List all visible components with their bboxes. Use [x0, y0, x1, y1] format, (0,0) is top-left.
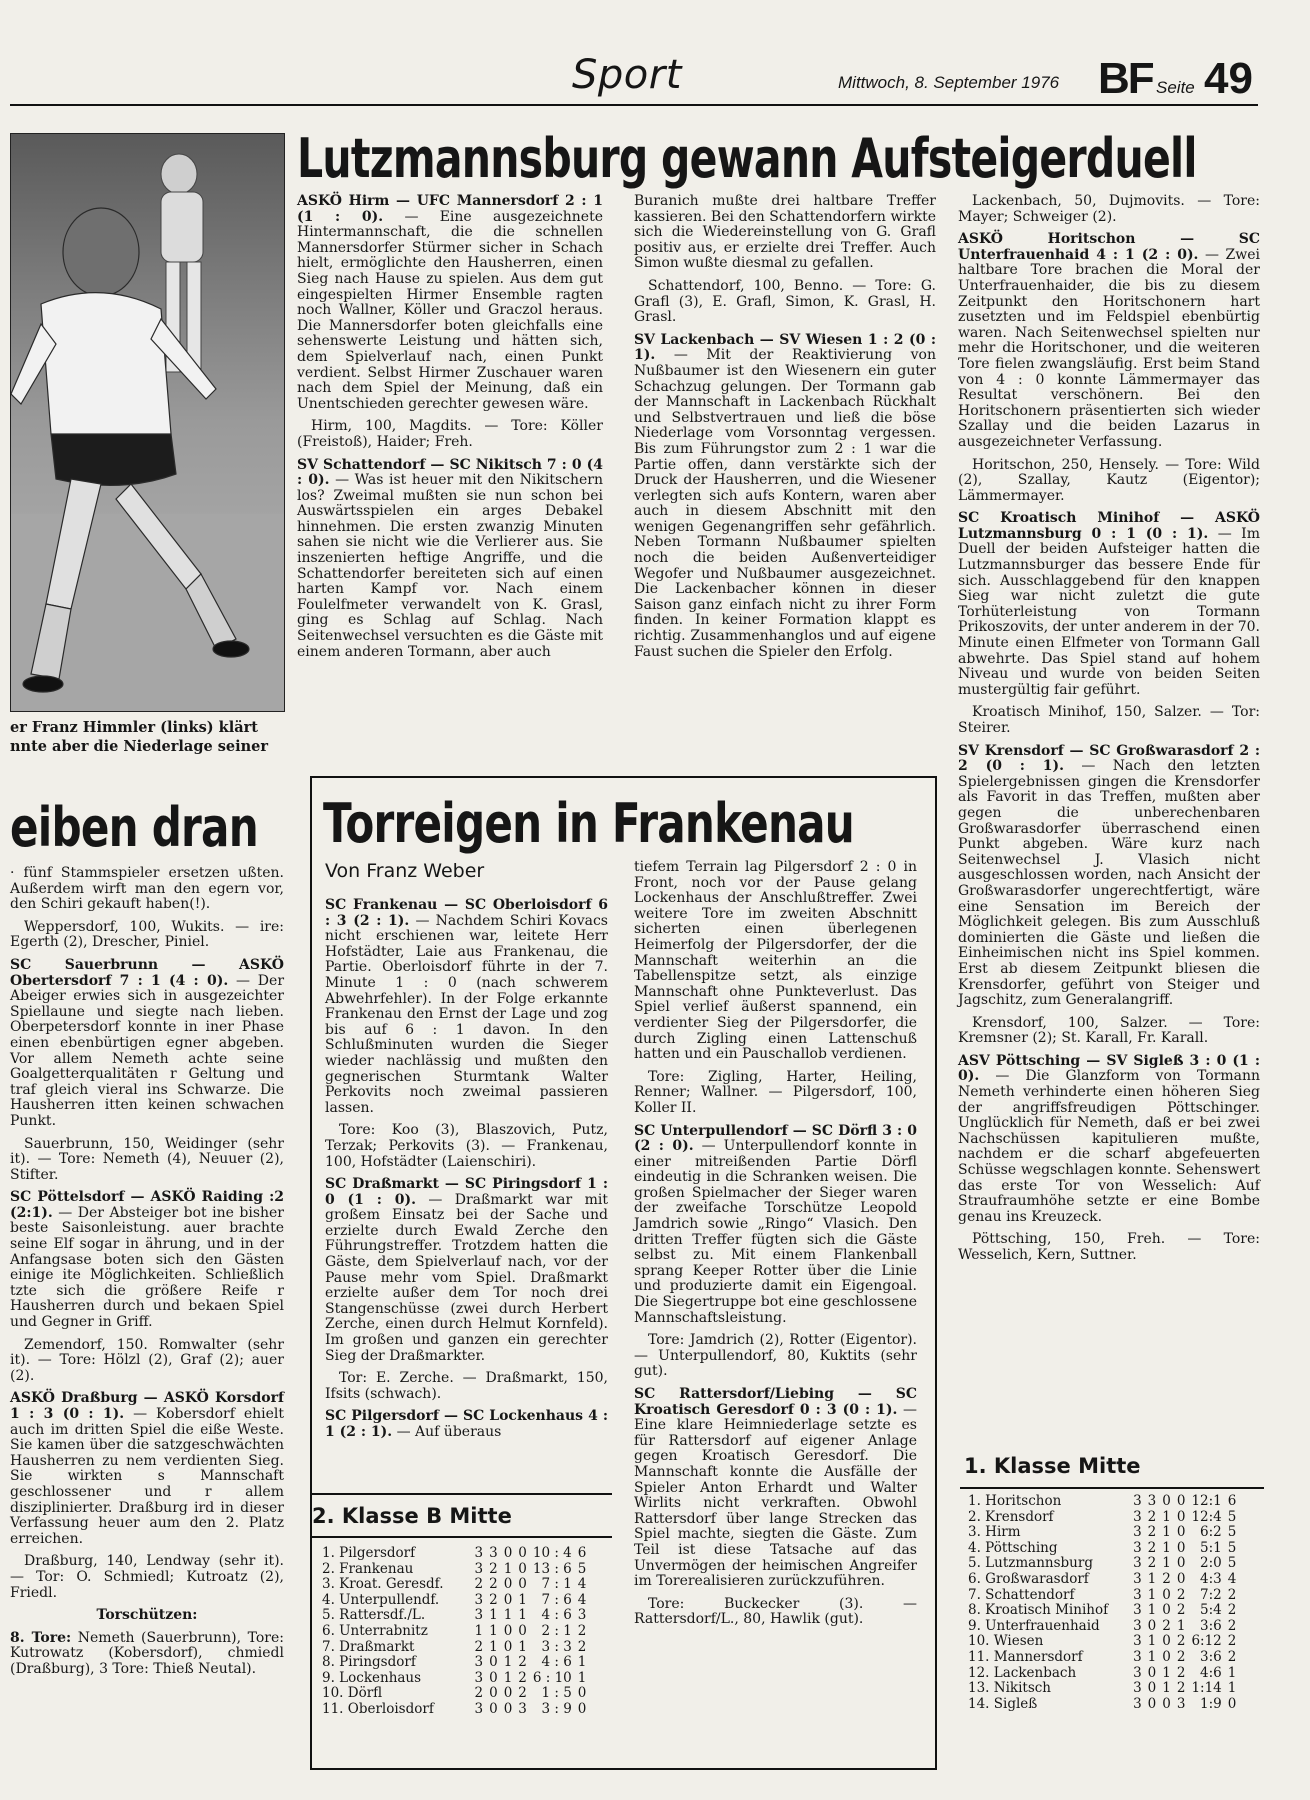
paragraph [958, 511, 1260, 698]
table-row [320, 1593, 589, 1609]
author-byline: Von Franz Weber [325, 860, 485, 882]
team-cell: 6. Unterrabnitz [322, 1622, 428, 1639]
stat-cell: 2 [1176, 1664, 1186, 1681]
team-cell: 9. Lockenhaus [322, 1669, 422, 1686]
stat-cell: 0 [1147, 1695, 1157, 1712]
stat-cell: 1 [1162, 1539, 1171, 1556]
article-column-2 [634, 194, 936, 667]
stat-cell: 3 [1133, 1570, 1142, 1587]
match-heading: ASKÖ Draßburg — ASKÖ Korsdorf 1 : 3 (0 : 1). [10, 1390, 284, 1422]
team-cell: 1. Pilgersdorf [322, 1545, 416, 1561]
stat-cell: 1 [1227, 1680, 1237, 1697]
table-row [966, 1697, 1239, 1713]
match-result-line: Weppersdorf, 100, Wukits. — ire: Egerth (2), Drescher, Piniel. [10, 918, 284, 951]
stat-cell: 0 [489, 1700, 498, 1717]
stat-cell: 5:4 [1200, 1602, 1222, 1619]
stat-cell: 3 [1147, 1493, 1157, 1509]
stat-cell: 3 [1133, 1555, 1142, 1572]
table-row [320, 1546, 589, 1562]
stat-cell: 2 [577, 1622, 587, 1639]
stat-cell: 4:3 [1200, 1570, 1222, 1587]
team-cell: 10. Dörfl [322, 1685, 383, 1702]
team-cell: 8. Piringsdorf [322, 1654, 416, 1671]
stat-cell: 3 [1133, 1664, 1142, 1681]
stat-cell: 5 [1227, 1555, 1237, 1572]
match-heading: SC Draßmarkt — SC Piringsdorf 1 : 0 (1 : 0). [325, 1176, 608, 1208]
table-b-title: 2. Klasse B Mitte [312, 1504, 512, 1528]
paragraph [634, 194, 936, 272]
issue-date: Mittwoch, 8. September 1976 [838, 73, 1060, 92]
team-cell: 8. Kroatisch Minihof [968, 1602, 1109, 1619]
paragraph-text: — Im Duell der beiden Aufsteiger hatten die Lutzmannsburger das bessere Ende für sich. Ausschlaggebend für den knappen Sieg war nicht zuletzt die gute Torhüterleistung von Tormann Prikoszovits, der unter anderem in der 70. Minute einen Elfmeter von Tormann Gall abwehrte. Das Spiel stand auf hohem Niveau und wurde von beiden Seiten mustergültig fair geführt. [958, 525, 1260, 698]
page-label: Seite [1156, 78, 1195, 97]
paragraph [297, 194, 603, 412]
paragraph-text: tiefem Terrain lag Pilgersdorf 2 : 0 in Front, noch vor der Pause gelang Lockenhaus der Anschlußtreffer. Zwei weitere Tore im zweiten Abschnitt sicherten einen überlegenen Heimerfolg der Pilgersdorfer, der die Mannschaft weiterhin an die Tabellenspitze setzt, als einzige Mannschaft ohne Punkteverlust. Das Spiel verlief äußerst spannend, ein verdienter Sieg der Pilgersdorfer, die durch Zigling einen Lattenschuß hatten und ein Pauschallob verdienen. [634, 859, 917, 1063]
stat-cell: 1 [1147, 1648, 1157, 1665]
stat-cell: 2 [1147, 1555, 1157, 1572]
paragraph [10, 1190, 284, 1330]
paragraph-text: — Unterpullendorf konnte in einer mitreißenden Partie Dörfl eindeutig in die Schranken weisen. Die großen Spielmacher der Sieger waren der zweifache Torschütze Leopold Jamdrich sowie „Ringo“ Vlasich. Den dritten Treffer fügten sich die Gäste selbst zu. Mit einem Flankenball sprang Keeper Rotter über die Linie und produzierte damit ein Eigengoal. Die Siegertruppe bot eine geschlossene Mannschaftsleistung. [634, 1138, 917, 1326]
table-row [966, 1572, 1239, 1588]
masthead-rule [10, 104, 1258, 106]
paragraph [10, 1631, 284, 1678]
paragraph [958, 744, 1260, 1009]
stat-cell: 0 [1162, 1633, 1171, 1650]
stat-cell: 1 [1162, 1508, 1171, 1525]
stat-cell: 1 [503, 1560, 513, 1577]
table-row [966, 1494, 1239, 1510]
paragraph [10, 866, 284, 913]
stat-cell: 7:2 [1200, 1586, 1222, 1603]
stat-cell: 1 [489, 1638, 498, 1655]
stat-cell: 1 [503, 1607, 513, 1624]
subheading: Torschützen: [96, 1607, 198, 1624]
stat-cell: 12:1 [1191, 1493, 1222, 1509]
stat-cell: 4 : 6 [541, 1607, 572, 1624]
table-1-title: 1. Klasse Mitte [964, 1454, 1141, 1478]
team-cell: 4. Pöttsching [968, 1539, 1058, 1556]
stat-cell: 0 [503, 1622, 513, 1639]
section-title: Sport [572, 52, 682, 98]
stat-cell: 3 [489, 1545, 498, 1561]
paragraph-text: — Der Abeiger erwies sich in ausgezeichter Spiellaune und siegte nach lieben. Oberpetersdorf konnte in iner Phase einen ebenbürtigen egner abgeben. Vor allem Nemeth achte seine Goalgetterqualitäten r Geltung und traf gleich vieral ins Schwarze. Die Hausherren itten keinen schwachen Punkt. [10, 972, 285, 1129]
stat-cell: 1 [1147, 1570, 1157, 1587]
standings-table-1 [966, 1494, 1239, 1712]
stat-cell: 5 [577, 1560, 587, 1577]
team-cell: 6. Großwarasdorf [968, 1570, 1089, 1587]
stat-cell: 2 [1176, 1602, 1186, 1619]
match-heading: ASKÖ Horitschon — SC Unterfrauenhaid 4 : 1 (2 : 0). [958, 231, 1260, 263]
table-row [320, 1640, 589, 1656]
stat-cell: 1 [1162, 1680, 1171, 1697]
stat-cell: 3 [1133, 1586, 1142, 1603]
stat-cell: 2 [1227, 1633, 1237, 1650]
match-heading: SC Rattersdorf/Liebing — SC Kroatisch Geresdorf 0 : 3 (0 : 1). [634, 1386, 917, 1418]
stat-cell: 4 [577, 1576, 587, 1593]
stat-cell: 2 [1176, 1680, 1186, 1697]
stat-cell: 1 [1147, 1586, 1157, 1603]
stat-cell: 2 : 1 [541, 1622, 572, 1639]
stat-cell: 2 [1227, 1617, 1237, 1634]
match-result-line: Kroatisch Minihof, 150, Salzer. — Tor: Steirer. [958, 704, 1260, 736]
stat-cell: 1 [489, 1607, 498, 1624]
stat-cell: 0 [503, 1700, 513, 1717]
stat-cell: 3 [1133, 1633, 1142, 1650]
stat-cell: 0 [1176, 1539, 1186, 1556]
stat-cell: 1 [1176, 1617, 1186, 1634]
box-column-2 [634, 860, 917, 1635]
stat-cell: 3 [577, 1607, 587, 1624]
paragraph [325, 1177, 608, 1364]
table-row [320, 1655, 589, 1671]
stat-cell: 0 [1227, 1695, 1237, 1712]
team-cell: 12. Lackenbach [968, 1664, 1077, 1681]
stat-cell: 2 [489, 1576, 498, 1593]
match-result-line: Tore: Koo (3), Blaszovich, Putz, Terzak; Perkovits (3). — Frankenau, 100, Hofstädter (Laienschiri). [325, 1122, 608, 1170]
stat-cell: 0 [577, 1685, 587, 1702]
stat-cell: 4:6 [1200, 1664, 1222, 1681]
stat-cell: 6 : 10 [532, 1669, 572, 1686]
stat-cell: 2 [474, 1685, 484, 1702]
table-row [320, 1608, 589, 1624]
stat-cell: 3 [474, 1669, 484, 1686]
stat-cell: 3 [1133, 1617, 1142, 1634]
article-column-left [10, 866, 284, 1685]
article-column-1 [297, 194, 603, 667]
paragraph [958, 1054, 1260, 1226]
team-cell: 11. Oberloisdorf [322, 1700, 434, 1717]
stat-cell: 2 [1176, 1586, 1186, 1603]
stat-cell: 2 [518, 1654, 527, 1671]
match-result-line: Draßburg, 140, Lendway (sehr it). — Tor: O. Schmiedl; Kutroatz (2), Friedl. [10, 1553, 284, 1601]
stat-cell: 0 [503, 1545, 513, 1561]
paragraph-text: — Eine ausgezeichnete Hintermannschaft, die die schnellen Mannersdorfer Stürmer sicher in Schach hielt, ermöglichte den Hausherren, einen Sieg nach Hause zu spielen. Aus dem gut eingespielten Hirmer Ensemble ragten noch Wallner, Köller und Graczol heraus. Die Mannersdorfer boten gleichfalls eine sehenswerte Leistung und hätten sich, dem Spielverlauf nach, einen Punkt verdient. Selbst Hirmer Zuschauer waren nach dem Spiel der Meinung, daß ein Unentschieden gerechter gewesen wäre. [297, 208, 603, 412]
stat-cell: 0 [577, 1700, 587, 1717]
paragraph [634, 333, 936, 660]
paragraph-text: — Nachdem Schiri Kovacs nicht erschienen war, leitete Herr Hofstädter, Laie aus Frankenau, die Partie. Oberloisdorf führte in der 7. Minute 1 : 0 (nach schwerem Abwehrfehler). In der Folge erkannte Frankenau den Ernst der Lage und zog bis auf 6 : 1 davon. In den Schlußminuten wurden die Sieger wieder nachlässig und mußten den gegnerischen Sturmtank Walter Perkovits noch zweimal passieren lassen. [325, 912, 608, 1116]
stat-cell: 0 [1162, 1695, 1171, 1712]
stat-cell: 1 [577, 1654, 587, 1671]
stat-cell: 6 [577, 1545, 587, 1561]
paragraph-text: — Die Glanzform von Tormann Nemeth verhinderte einen höheren Sieg der angriffsfreudigen Pöttschinger. Unglücklich für Nemeth, daß er bei zwei Nachschüssen kapitulieren mußte, nachdem er die scharf abgefeuerten Schüsse wegschlagen konnte. Sehenswert das erste Tor von Wesselich: Auf Straufraumhöhe setzte er eine Bombe genau ins Kreuzeck. [958, 1068, 1260, 1225]
stat-cell: 0 [518, 1622, 527, 1639]
paragraph [10, 1391, 284, 1547]
stat-cell: 2 [1227, 1648, 1237, 1665]
standings-table-b [320, 1546, 589, 1718]
match-heading: SC Unterpullendorf — SC Dörfl 3 : 0 (2 : 0). [634, 1122, 917, 1155]
match-heading: 8. Tore: [10, 1629, 72, 1646]
stat-cell: 3 : 9 [541, 1700, 572, 1717]
paragraph [10, 958, 284, 1130]
paragraph-text: — Der Absteiger bot ine bisher beste Saisonleistung. auer brachte seine Elf sogar in ährung, und in der Anfangsase boten sich den Gästen einige ite Möglichkeiten. Schließlich tzte sich die größere Reife r Hausherren durch und bekaen Spiel und Gegner in Griff. [10, 1204, 284, 1331]
stat-cell: 3 [1176, 1695, 1186, 1712]
stat-cell: 2 [1176, 1648, 1186, 1665]
page-number: 49 [1204, 54, 1253, 103]
paragraph [634, 860, 917, 1063]
match-heading: SV Krensdorf — SC Großwarasdorf 2 : 2 (0 : 1). [958, 742, 1260, 775]
paragraph-text: Nemeth (Sauerbrunn), Tore: Kutrowatz (Kobersdorf), chmiedl (Draßburg), 3 Tore: Thieß Neutal). [10, 1629, 284, 1677]
match-result-line: Sauerbrunn, 150, Weidinger (sehr it). — Tore: Nemeth (4), Neuuer (2), Stifter. [10, 1135, 284, 1183]
match-result-line: Pöttsching, 150, Freh. — Tore: Wesselich, Kern, Suttner. [958, 1231, 1260, 1263]
stat-cell: 3 : 3 [541, 1638, 572, 1655]
team-cell: 10. Wiesen [968, 1633, 1044, 1650]
match-result-line: Tor: E. Zerche. — Draßmarkt, 150, Ifsits (schwach). [325, 1370, 608, 1402]
team-cell: 1. Horitschon [968, 1493, 1062, 1509]
table-row [966, 1588, 1239, 1604]
table-row [320, 1702, 589, 1718]
stat-cell: 3 [1133, 1539, 1142, 1556]
stat-cell: 0 [503, 1576, 513, 1593]
stat-cell: 5:1 [1200, 1539, 1222, 1556]
table-row [966, 1556, 1239, 1572]
table-row [966, 1681, 1239, 1697]
table-row [320, 1562, 589, 1578]
team-cell: 5. Rattersdf./L. [322, 1607, 426, 1624]
stat-cell: 0 [1176, 1524, 1186, 1541]
stat-cell: 3 [474, 1654, 484, 1671]
team-cell: 7. Schattendorf [968, 1586, 1075, 1603]
stat-cell: 0 [503, 1638, 513, 1655]
article-column-3 [958, 194, 1260, 1271]
match-heading: ASKÖ Hirm — UFC Mannersdorf 2 : 1 (1 : 0). [297, 193, 603, 225]
stat-cell: 0 [518, 1560, 527, 1577]
table-row [966, 1541, 1239, 1557]
stat-cell: 2 [1162, 1570, 1171, 1587]
stat-cell: 1 : 5 [541, 1685, 572, 1702]
stat-cell: 3 [1133, 1680, 1142, 1697]
paragraph-text: — Zwei haltbare Tore brachen die Moral der Unterfrauenhaider, die bis zu diesem Zeitpunkt den Horitschonern hart zusetzten und im Feldspiel ebenbürtig waren. Nach Seitenwechsel spielten nur mehr die Horitschoner, und die weiteren Tore fielen zwangsläufig. Erst beim Stand von 4 : 0 konnte Lämmermayer das Resultat verschönern. Bei den Horitschonern präsentierten sich wieder Szallay und die beiden Lazarus in ausgezeichneter Verfassung. [958, 246, 1260, 450]
table-1-title-rule [960, 1487, 1264, 1489]
stat-cell: 2 [474, 1576, 484, 1593]
stat-cell: 2 [1162, 1617, 1171, 1634]
table-row [966, 1525, 1239, 1541]
stat-cell: 1 [577, 1669, 587, 1686]
stat-cell: 0 [489, 1669, 498, 1686]
paragraph-text: — Draßmarkt war mit großem Einsatz bei der Sache und erzielte durch Ewald Zerche den Führungstreffer. Trotzdem hatten die Gäste, dem Spielverlauf nach, vor der Pause mehr vom Spiel. Draßmarkt erzielte außer dem Tor noch drei Stangenschüsse (zwei durch Herbert Zerche, einen durch Helmut Kornfeld). Im großen und ganzen ein gerechter Sieg der Draßmarkter. [325, 1191, 608, 1364]
stat-cell: 0 [518, 1545, 527, 1561]
team-cell: 14. Sigleß [968, 1695, 1038, 1712]
paragraph-text: — Nach den letzten Spielergebnissen gingen die Krensdorfer als Favorit in das Treffen, mußten aber gegen die unberechenbaren Großwarasdorfer überraschend einen Punkt abgeben. Wäre kurz nach Seitenwechsel J. Vlasich nicht ausgeschlossen worden, nach Ansicht der Großwarasdorfer ungerechtfertigt, wäre eine Sensation im Bereich der Möglichkeit gelegen. Bis zum Ausschluß dominierten die Gäste und ließen die Einheimischen nicht ins Spiel kommen. Erst ab diesem Zeitpunkt bliesen die Krensdorfer, geführt von Steiger und Jagschitz, zum Generalangriff. [958, 758, 1260, 1009]
table-row [320, 1671, 589, 1687]
match-result-line: Tore: Buckecker (3). — Rattersdorf/L., 80, Hawlik (gut). [634, 1595, 917, 1628]
stat-cell: 5 [1227, 1539, 1237, 1556]
match-heading: SC Pöttelsdorf — ASKÖ Raiding :2 (2:1). [10, 1189, 284, 1221]
match-result-line: Horitschon, 250, Hensely. — Tore: Wild (2), Szallay, Kautz (Eigentor); Lämmermayer. [958, 456, 1260, 504]
stat-cell: 2 [518, 1669, 527, 1686]
stat-cell: 2:0 [1200, 1555, 1222, 1572]
stat-cell: 1 [518, 1607, 527, 1624]
stat-cell: 3 [474, 1700, 484, 1717]
stat-cell: 4 [1227, 1570, 1237, 1587]
match-result-line: Tore: Jamdrich (2), Rotter (Eigentor). — Unterpullendorf, 80, Kuktits (sehr gut). [634, 1332, 917, 1380]
stat-cell: 0 [1162, 1648, 1171, 1665]
stat-cell: 3 [1133, 1602, 1142, 1619]
paragraph [325, 898, 608, 1116]
stat-cell: 7 : 1 [541, 1576, 572, 1593]
stat-cell: 0 [1147, 1664, 1157, 1681]
match-heading: SC Sauerbrunn — ASKÖ Obertersdorf 7 : 1 (4 : 0). [10, 956, 284, 989]
paragraph-text: — Mit der Reaktivierung von Nußbaumer ist den Wiesenern ein guter Schachzug gelungen. Der Tormann gab der Mannschaft in Lackenbach Rückhalt und Selbstvertrauen und ließ die böse Niederlage vom Vorsonntag vergessen. Bis zum Führungstor zum 2 : 1 war die Partie offen, dann verstärkte sich der Druck der Hausherren, und die Wiesener verlegten sich aufs Kontern, waren aber auch in diesem Abschnitt mit den wenigen Gegenangriffen sehr gefährlich. Neben Tormann Nußbaumer spielten noch die beiden Außenverteidiger Wegofer und Nußbaumer ausgezeichnet. Die Lackenbacher können in dieser Saison ganz einfach nicht zu ihrer Form finden. In keiner Formation klappt es richtig. Zusammenhanglos und auf eigene Faust suchen die Spieler den Erfolg. [634, 347, 936, 660]
team-cell: 3. Hirm [968, 1524, 1021, 1541]
table-row [966, 1650, 1239, 1666]
stat-cell: 1 [1162, 1664, 1171, 1681]
match-heading: SV Lackenbach — SV Wiesen 1 : 2 (0 : 1). [634, 331, 936, 364]
stat-cell: 13 : 6 [532, 1560, 572, 1577]
table-row [320, 1686, 589, 1702]
paragraph-text: — Auf überaus [392, 1424, 502, 1440]
stat-cell: 3 [1133, 1695, 1142, 1712]
match-heading: SC Frankenau — SC Oberloisdorf 6 : 3 (2 : 1). [325, 897, 608, 929]
stat-cell: 2 [1147, 1508, 1157, 1525]
table-b-top-rule [312, 1493, 612, 1495]
paragraph [325, 1409, 608, 1440]
photo-caption: er Franz Himmler (links) klärt nnte aber die Niederlage seiner [10, 719, 269, 755]
stat-cell: 12:4 [1191, 1508, 1222, 1525]
paragraph-text: — Kobersdorf ehielt auch im dritten Spiel die eiße Weste. Sie kamen über die satzgeschwächten Hausherren zu nem verdienten Sieg. Sie wirkten s Mannschaft geschlossener und r allem disziplinierter. Draßburg ird in dieser Verfassung heuer aum den 2. Platz erreichen. [10, 1406, 284, 1547]
team-cell: 2. Krensdorf [968, 1508, 1054, 1525]
left-headline: eiben dran [10, 796, 258, 859]
stat-cell: 10 : 4 [532, 1545, 572, 1561]
table-row [966, 1619, 1239, 1635]
stat-cell: 0 [1147, 1617, 1157, 1634]
stat-cell: 1 [503, 1669, 513, 1686]
stat-cell: 2 [489, 1560, 498, 1577]
stat-cell: 2 [577, 1638, 587, 1655]
paragraph-text: · fünf Stammspieler ersetzen ußten. Außerdem wirft man den egern vor, den Schiri gekauft haben(!). [10, 865, 284, 913]
paragraph [958, 232, 1260, 450]
match-heading: SV Schattendorf — SC Nikitsch 7 : 0 (4 : 0). [297, 456, 603, 489]
stat-cell: 0 [1147, 1680, 1157, 1697]
stat-cell: 0 [1162, 1493, 1171, 1509]
team-cell: 7. Draßmarkt [322, 1638, 415, 1655]
stat-cell: 0 [503, 1591, 513, 1608]
paragraph-text: — Eine klare Heimniederlage setzte es für Rattersdorf auf eigener Anlage gegen Kroatisch Geresdorf. Die Mannschaft konnte die Ausfälle der Spieler Anton Erhardt und Walter Wirlits nicht verkraften. Obwohl Rattersdorf über lange Strecken das Spiel machte, siegten die Gäste. Zum Teil ist diese Tatsache auf das Unvermögen der heimischen Angreifer im Torerealisieren zurückzuführen. [634, 1401, 917, 1590]
paragraph-text: Buranich mußte drei haltbare Treffer kassieren. Bei den Schattendorfern wirkte sich die Wiedereinstellung von G. Grafl positiv aus, er erzielte drei Treffer. Auch Simon wußte diesmal zu gefallen. [634, 193, 936, 272]
table-row [320, 1624, 589, 1640]
stat-cell: 2 [1147, 1539, 1157, 1556]
stat-cell: 1:14 [1191, 1680, 1222, 1697]
newspaper-logo: BF [1098, 54, 1153, 103]
stat-cell: 0 [1176, 1493, 1186, 1509]
match-result-line: Krensdorf, 100, Salzer. — Tore: Kremsner (2); St. Karall, Fr. Karall. [958, 1014, 1260, 1047]
table-row [966, 1603, 1239, 1619]
stat-cell: 0 [489, 1685, 498, 1702]
match-heading: SC Pilgersdorf — SC Lockenhaus 4 : 1 (2 : 1). [325, 1408, 608, 1440]
stat-cell: 3 [1133, 1648, 1142, 1665]
stat-cell: 2 [489, 1591, 498, 1608]
stat-cell: 6:12 [1191, 1633, 1222, 1650]
team-cell: 11. Mannersdorf [968, 1648, 1083, 1665]
table-row [966, 1666, 1239, 1682]
stat-cell: 3 [474, 1545, 484, 1561]
stat-cell: 0 [1176, 1508, 1186, 1525]
stat-cell: 3 [474, 1560, 484, 1577]
stat-cell: 0 [489, 1654, 498, 1671]
stat-cell: 1 [474, 1622, 484, 1639]
paragraph [297, 458, 603, 661]
team-cell: 9. Unterfrauenhaid [968, 1617, 1100, 1634]
stat-cell: 1 [1147, 1602, 1157, 1619]
table-row [320, 1577, 589, 1593]
stat-cell: 3 [1133, 1493, 1142, 1509]
stat-cell: 1 [518, 1638, 527, 1655]
stat-cell: 6 [1227, 1493, 1237, 1509]
match-heading: ASV Pöttsching — SV Sigleß 3 : 0 (1 : 0). [958, 1052, 1260, 1085]
table-b-title-rule [312, 1536, 612, 1538]
stat-cell: 5 [1227, 1524, 1237, 1541]
stat-cell: 3 [474, 1607, 484, 1624]
box-column-1 [325, 898, 608, 1448]
football-photo [10, 133, 285, 712]
team-cell: 13. Nikitsch [968, 1680, 1051, 1697]
table-row [966, 1510, 1239, 1526]
stat-cell: 2 [1227, 1586, 1237, 1603]
stat-cell: 1:9 [1200, 1695, 1222, 1712]
stat-cell: 2 [1147, 1524, 1157, 1541]
stat-cell: 3 [1133, 1508, 1142, 1525]
stat-cell: 1 [489, 1622, 498, 1639]
match-result-line: Schattendorf, 100, Benno. — Tore: G. Grafl (3), E. Grafl, Simon, K. Grasl, H. Grasl. [634, 277, 936, 326]
stat-cell: 1 [1227, 1664, 1237, 1681]
stat-cell: 2 [518, 1685, 527, 1702]
team-cell: 2. Frankenau [322, 1560, 414, 1577]
stat-cell: 0 [1162, 1586, 1171, 1603]
stat-cell: 1 [1162, 1524, 1171, 1541]
match-heading: SC Kroatisch Minihof — ASKÖ Lutzmannsburg 0 : 1 (0 : 1). [958, 510, 1260, 542]
main-headline: Lutzmannsburg gewann Aufsteigerduell [297, 127, 1197, 190]
stat-cell: 0 [518, 1576, 527, 1593]
stat-cell: 2 [1176, 1633, 1186, 1650]
stat-cell: 1 [1147, 1633, 1157, 1650]
stat-cell: 2 [1227, 1602, 1237, 1619]
stat-cell: 0 [1176, 1555, 1186, 1572]
stat-cell: 3:6 [1200, 1648, 1222, 1665]
stat-cell: 3:6 [1200, 1617, 1222, 1634]
stat-cell: 2 [474, 1638, 484, 1655]
stat-cell: 6:2 [1200, 1524, 1222, 1541]
paragraph [634, 1387, 917, 1590]
stat-cell: 1 [518, 1591, 527, 1608]
stat-cell: 3 [474, 1591, 484, 1608]
table-row [966, 1634, 1239, 1650]
stat-cell: 0 [503, 1685, 513, 1702]
team-cell: 5. Lutzmannsburg [968, 1555, 1093, 1572]
match-result-line: Zemendorf, 150. Romwalter (sehr it). — Tore: Hölzl (2), Graf (2); auer (2). [10, 1336, 284, 1384]
stat-cell: 1 [1162, 1555, 1171, 1572]
stat-cell: 7 : 6 [541, 1591, 572, 1608]
team-cell: 4. Unterpullendf. [322, 1591, 440, 1608]
stat-cell: 4 : 6 [541, 1654, 572, 1671]
stat-cell: 0 [1162, 1602, 1171, 1619]
box-headline: Torreigen in Frankenau [323, 792, 855, 855]
match-result-line: Lackenbach, 50, Dujmovits. — Tore: Mayer; Schweiger (2). [958, 193, 1260, 225]
paragraph-text: — Was ist heuer mit den Nikitschern los? Zweimal mußten sie nun schon bei Auswärtsspielen ein arges Debakel hinnehmen. Die ersten zwanzig Minuten sahen sie nicht wie die Verlierer aus. Sie inszenierten heftige Angriffe, und die Schattendorfer bereiteten sich auf einen harten Kampf vor. Nach einem Foulelfmeter verwandelt von K. Grasl, ging es Schlag auf Schlag. Nach Seitenwechsel versuchten es die Gäste mit einem anderen Tormann, aber auch [297, 472, 604, 660]
stat-cell: 4 [577, 1591, 587, 1608]
stat-cell: 5 [1227, 1508, 1237, 1525]
stat-cell: 1 [503, 1654, 513, 1671]
match-result-line: Tore: Zigling, Harter, Heiling, Renner; Wallner. — Pilgersdorf, 100, Koller II. [634, 1068, 917, 1116]
stat-cell: 3 [1133, 1524, 1142, 1541]
stat-cell: 3 [518, 1700, 527, 1717]
team-cell: 3. Kroat. Geresdf. [322, 1576, 444, 1593]
stat-cell: 0 [1176, 1570, 1186, 1587]
paragraph [634, 1124, 917, 1327]
match-result-line: Hirm, 100, Magdits. — Tore: Köller (Freistoß), Haider; Freh. [297, 418, 603, 450]
